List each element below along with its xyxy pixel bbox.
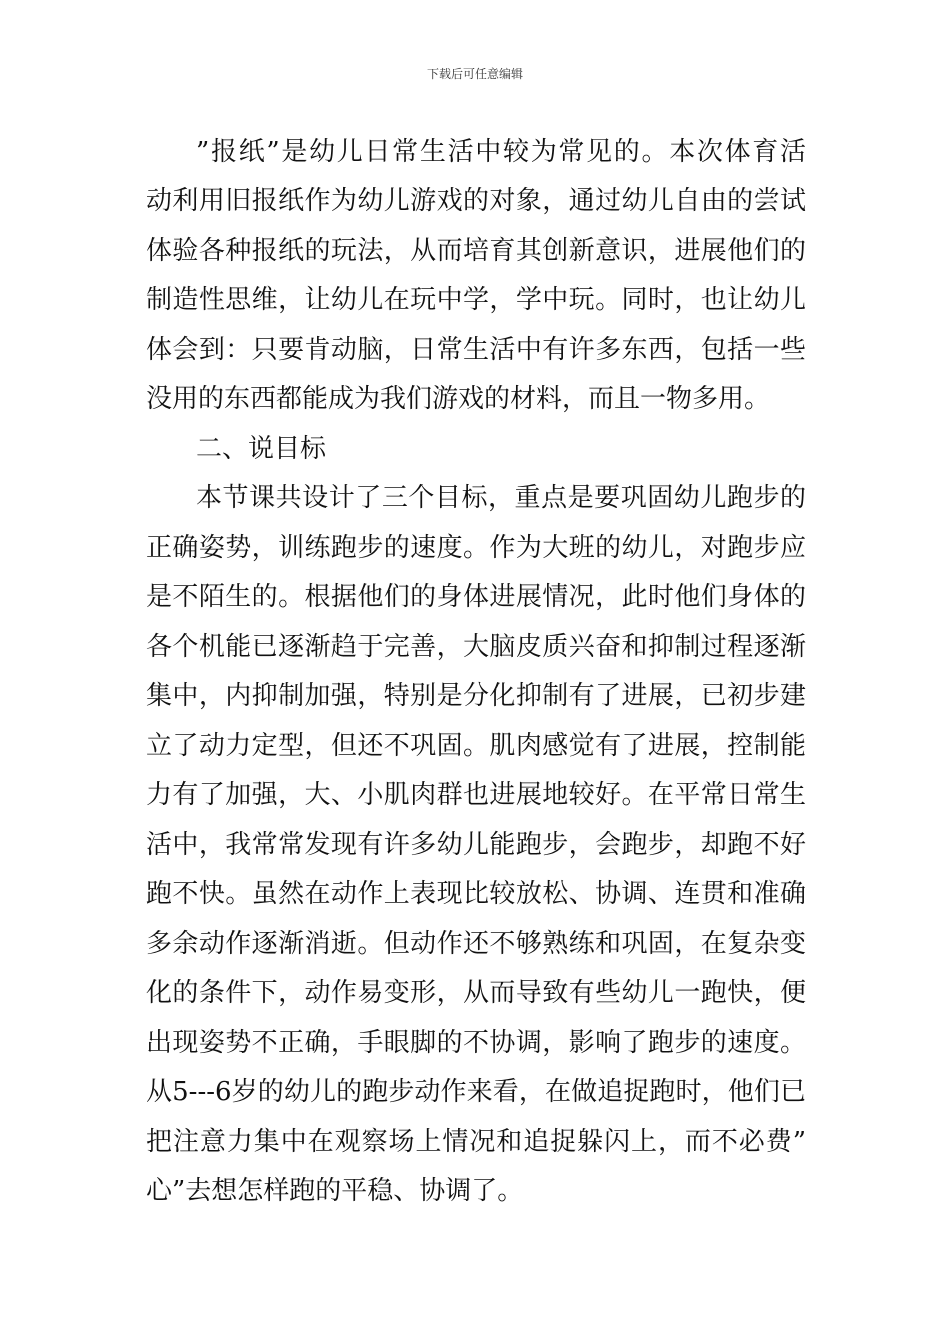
paragraph-line: 力有了加强，大、小肌肉群也进展地较好。在平常日常生 [146,780,806,810]
paragraph-line: 各个机能已逐渐趋于完善，大脑皮质兴奋和抑制过程逐渐 [146,632,806,662]
paragraph-line: 从5---6岁的幼儿的跑步动作来看，在做追捉跑时，他们已 [146,1077,806,1107]
paragraph-line: 体会到：只要肯动脑，日常生活中有许多东西，包括一些 [146,335,806,365]
paragraph-line: 正确姿势，训练跑步的速度。作为大班的幼儿，对跑步应 [146,533,806,563]
paragraph-line: 跑不快。虽然在动作上表现比较放松、协调、连贯和准确 [146,879,806,909]
paragraph-line: 是不陌生的。根据他们的身体进展情况，此时他们身体的 [146,582,806,612]
paragraph-line: 把注意力集中在观察场上情况和追捉躲闪上，而不必费” [146,1127,806,1157]
paragraph-line: 活中，我常常发现有许多幼儿能跑步，会跑步，却跑不好 [146,830,806,860]
paragraph-line: 化的条件下，动作易变形，从而导致有些幼儿一跑快，便 [146,978,806,1008]
paragraph-line: 本节课共设计了三个目标，重点是要巩固幼儿跑步的 [196,483,806,513]
paragraph-line: 集中，内抑制加强，特别是分化抑制有了进展，已初步建 [146,681,806,711]
paragraph-line: 制造性思维，让幼儿在玩中学，学中玩。同时，也让幼儿 [146,285,806,315]
paragraph-line: 立了动力定型，但还不巩固。肌肉感觉有了进展，控制能 [146,731,806,761]
paragraph-line: 心”去想怎样跑的平稳、协调了。 [146,1176,524,1206]
paragraph-line: 多余动作逐渐消逝。但动作还不够熟练和巩固，在复杂变 [146,929,806,959]
paragraph-line: ”报纸”是幼儿日常生活中较为常见的。本次体育活 [196,137,806,167]
paragraph-line: 动利用旧报纸作为幼儿游戏的对象，通过幼儿自由的尝试 [146,186,806,216]
paragraph-line: 没用的东西都能成为我们游戏的材料，而且一物多用。 [146,384,771,414]
header-note: 下载后可任意编辑 [426,67,523,81]
section-heading: 二、说目标 [196,434,327,464]
paragraph-line: 体验各种报纸的玩法，从而培育其创新意识，进展他们的 [146,236,806,266]
paragraph-line: 出现姿势不正确，手眼脚的不协调，影响了跑步的速度。 [146,1028,806,1058]
